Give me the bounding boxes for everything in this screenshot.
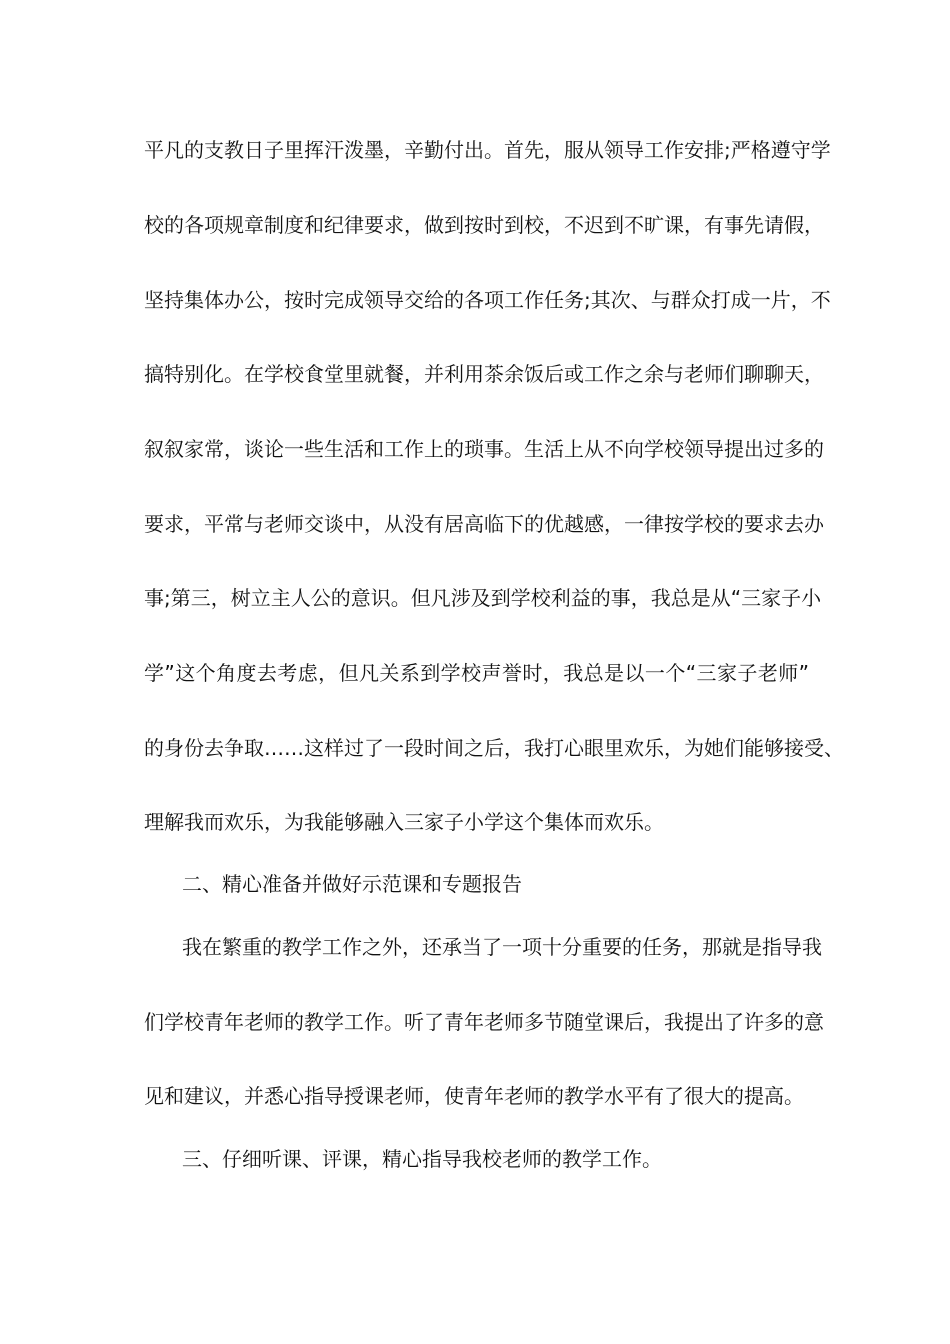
paragraph-line: 们学校青年老师的教学工作。听了青年老师多节随堂课后，我提出了许多的意: [144, 1010, 824, 1034]
paragraph-line: 叙叙家常，谈论一些生活和工作上的琐事。生活上从不向学校领导提出过多的: [144, 437, 824, 461]
paragraph-line: 理解我而欢乐，为我能够融入三家子小学这个集体而欢乐。: [144, 810, 664, 834]
paragraph-line: 校的各项规章制度和纪律要求，做到按时到校，不迟到不旷课，有事先请假，: [144, 213, 824, 237]
paragraph-line: 我在繁重的教学工作之外，还承当了一项十分重要的任务，那就是指导我: [182, 935, 822, 959]
paragraph-line: 坚持集体办公，按时完成领导交给的各项工作任务;其次、与群众打成一片，不: [144, 288, 831, 312]
section-heading-3: 三、仔细听课、评课，精心指导我校老师的教学工作。: [182, 1147, 662, 1171]
paragraph-line: 要求，平常与老师交谈中，从没有居高临下的优越感，一律按学校的要求去办: [144, 512, 824, 536]
paragraph-line: 的身份去争取……这样过了一段时间之后，我打心眼里欢乐，为她们能够接受、: [144, 736, 844, 760]
paragraph-line: 搞特别化。在学校食堂里就餐，并利用茶余饭后或工作之余与老师们聊聊天，: [144, 362, 824, 386]
paragraph-line: 见和建议，并悉心指导授课老师，使青年老师的教学水平有了很大的提高。: [144, 1084, 804, 1108]
paragraph-line: 学”这个角度去考虑，但凡关系到学校声誉时，我总是以一个“三家子老师”: [144, 661, 809, 685]
section-heading-2: 二、精心准备并做好示范课和专题报告: [182, 872, 522, 896]
paragraph-line: 平凡的支教日子里挥汗泼墨，辛勤付出。首先，服从领导工作安排;严格遵守学: [144, 138, 831, 162]
paragraph-line: 事;第三，树立主人公的意识。但凡涉及到学校利益的事，我总是从“三家子小: [144, 586, 822, 610]
